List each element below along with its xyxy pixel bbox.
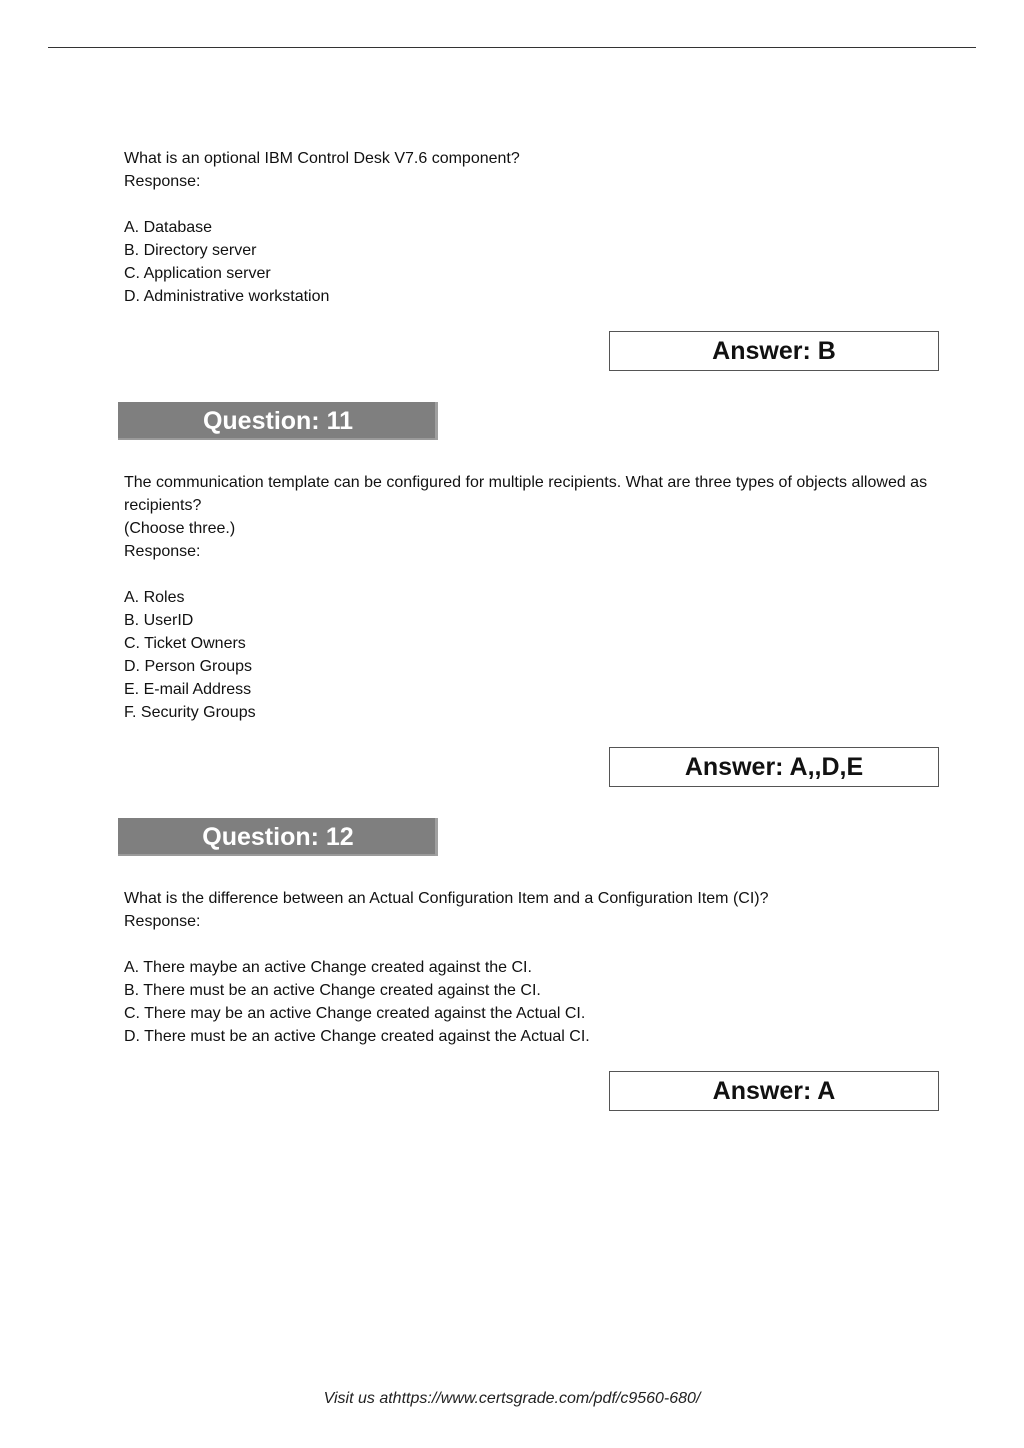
question-11-response-label: Response: [124,543,201,560]
question-10-response-label: Response: [124,173,201,190]
question-10-option-b: B. Directory server [124,242,257,259]
question-12-body [124,887,936,1048]
question-10-option-a: A. Database [124,219,213,236]
question-12-option-b: B. There must be an active Change created against the CI. [124,982,541,999]
question-12-text: What is the difference between an Actual Configuration Item and a Configuration Item (CI)? [124,890,769,907]
question-11-header: Question: 11 [118,402,438,440]
question-11-text: The communication template can be configured for multiple recipients. What are three types of objects allowed as recipients? [124,474,928,514]
question-11-option-e: E. E-mail Address [124,681,252,698]
question-10-body [124,147,936,308]
question-12-header: Question: 12 [118,818,438,856]
question-11-choose: (Choose three.) [124,520,236,537]
question-12-response-label: Response: [124,913,201,930]
footer-visit-link[interactable]: Visit us athttps://www.certsgrade.com/pdf/c9560-680/ [323,1390,701,1407]
question-11-option-f: F. Security Groups [124,704,256,721]
question-11-body [124,471,936,724]
question-11-option-d: D. Person Groups [124,658,253,675]
question-12-answer: Answer: A [609,1071,939,1111]
question-12-option-a: A. There maybe an active Change created against the CI. [124,959,532,976]
question-11-option-b: B. UserID [124,612,194,629]
question-12-option-d: D. There must be an active Change created against the Actual CI. [124,1028,590,1045]
question-11-option-a: A. Roles [124,589,185,606]
question-10-text: What is an optional IBM Control Desk V7.6 component? [124,150,520,167]
question-10-option-d: D. Administrative workstation [124,288,330,305]
question-11-option-c: C. Ticket Owners [124,635,246,652]
header-rule [48,47,976,48]
question-12-option-c: C. There may be an active Change created against the Actual CI. [124,1005,586,1022]
question-10-answer: Answer: B [609,331,939,371]
question-11-answer: Answer: A,,D,E [609,747,939,787]
question-10-option-c: C. Application server [124,265,271,282]
